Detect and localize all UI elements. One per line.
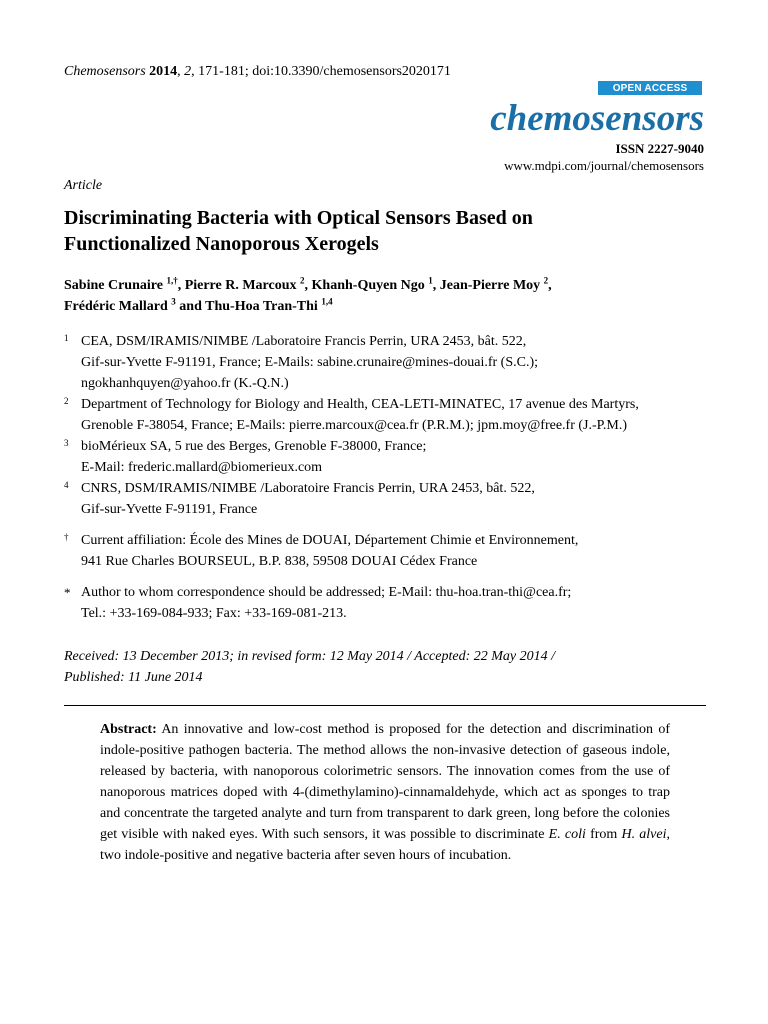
citation-year: 2014: [149, 64, 178, 79]
paper-title: [64, 205, 704, 257]
journal-citation: Chemosensors 2014, 2, 171-181; doi:10.3390/chemosensors2020171: [64, 64, 451, 79]
affiliation-item: [64, 331, 714, 394]
paper-title-line: Discriminating Bacteria with Optical Sensors Based on: [64, 207, 533, 229]
species-name: E. coli: [548, 827, 586, 842]
open-access-badge: OPEN ACCESS: [598, 81, 702, 95]
affiliation-line: E-Mail: frederic.mallard@biomerieux.com: [81, 460, 323, 475]
affiliation-number: 2: [64, 396, 69, 406]
abstract-label: Abstract:: [100, 722, 157, 737]
citation-pages-doi: , 171-181; doi:10.3390/chemosensors2020171: [191, 64, 451, 79]
affiliations: [64, 331, 714, 624]
affiliation-number: 4: [64, 480, 69, 490]
affiliation-line: Department of Technology for Biology and Health, CEA-LETI-MINATEC, 17 avenue des Martyrs,: [81, 397, 639, 412]
author-affil-mark: 1: [428, 275, 433, 286]
author-name: Jean-Pierre Moy: [439, 278, 541, 293]
affiliation-item: [64, 436, 714, 478]
author-separator: ,: [304, 278, 312, 293]
species-name: H. alvei: [621, 827, 667, 842]
citation-journal: Chemosensors: [64, 64, 146, 79]
abstract-text: , two indole-positive and negative bacteria after seven hours of incubation.: [100, 827, 670, 863]
author-list: [64, 275, 704, 317]
author-affil-mark: 3: [171, 296, 176, 307]
abstract-text: An innovative and low-cost method is proposed for the detection and discrimination of indole-positive pathogen bacteria. The method allows the non-invasive detection of gaseous indole, released by bacteria, with nanoporous colorimetric sensors. The innovation comes from the use of nanoporous matrices doped with 4-(dimethylamino)-cinnamaldehyde, which act as sponges to trap and concentrate the targeted analyte and turn from transparent to dark green, long before the colonies get visible with naked eyes. With such sensors, it was possible to discriminate: [100, 722, 670, 842]
author-affil-mark: 1,†: [166, 275, 178, 286]
author-separator: ,: [548, 278, 552, 293]
author-affil-mark: 2: [300, 275, 305, 286]
affiliation-line: bioMérieux SA, 5 rue des Berges, Grenoble F-38000, France;: [81, 439, 427, 454]
issn: ISSN 2227-9040: [615, 141, 704, 156]
author-separator: ,: [432, 278, 440, 293]
author-name: Khanh-Quyen Ngo: [311, 278, 425, 293]
dagger-mark: †: [64, 532, 69, 542]
journal-website[interactable]: www.mdpi.com/journal/chemosensors: [504, 158, 704, 173]
abstract: [100, 719, 670, 866]
affiliation-number: 3: [64, 438, 69, 448]
citation-volume: 2: [184, 64, 192, 79]
affiliation-item: [64, 394, 714, 436]
asterisk-mark: *: [64, 585, 71, 600]
footnote-line: 941 Rue Charles BOURSEUL, B.P. 838, 59508 DOUAI Cédex France: [81, 554, 478, 569]
horizontal-rule: [64, 705, 706, 706]
dates-line: Published: 11 June 2014: [64, 670, 203, 685]
affiliation-line: CNRS, DSM/IRAMIS/NIMBE /Laboratoire Francis Perrin, URA 2453, bât. 522,: [81, 481, 535, 496]
journal-logo: chemosensors: [490, 98, 704, 139]
footnote-line: Author to whom correspondence should be addressed; E-Mail: thu-hoa.tran-thi@cea.fr;: [81, 585, 572, 600]
footnote-line: Current affiliation: École des Mines de DOUAI, Département Chimie et Environnement,: [81, 533, 579, 548]
affiliation-line: Grenoble F-38054, France; E-Mails: pierre.marcoux@cea.fr (P.R.M.); jpm.moy@free.fr (J.-P.M.): [81, 418, 627, 433]
abstract-text: from: [585, 827, 622, 842]
author-separator: and: [175, 299, 206, 314]
paper-title-line: Functionalized Nanoporous Xerogels: [64, 233, 379, 255]
article-type: Article: [64, 178, 103, 193]
footnote-line: Tel.: +33-169-084-933; Fax: +33-169-081-213.: [81, 606, 347, 621]
publication-dates: [64, 646, 704, 688]
footnote-current-affiliation: [64, 530, 714, 572]
affiliation-number: 1: [64, 333, 69, 343]
author-name: Frédéric Mallard: [64, 299, 168, 314]
author-name: Pierre R. Marcoux: [184, 278, 297, 293]
affiliation-line: ngokhanhquyen@yahoo.fr (K.-Q.N.): [81, 376, 289, 391]
author-name: Thu-Hoa Tran-Thi: [205, 299, 318, 314]
affiliation-line: CEA, DSM/IRAMIS/NIMBE /Laboratoire Francis Perrin, URA 2453, bât. 522,: [81, 334, 527, 349]
author-affil-mark: 1,4: [321, 296, 333, 307]
affiliation-line: Gif-sur-Yvette F-91191, France: [81, 502, 258, 517]
affiliation-item: [64, 478, 714, 520]
footnote-correspondence: [64, 582, 714, 624]
author-separator: ,: [177, 278, 185, 293]
affiliation-line: Gif-sur-Yvette F-91191, France; E-Mails: sabine.crunaire@mines-douai.fr (S.C.);: [81, 355, 539, 370]
author-name: Sabine Crunaire: [64, 278, 163, 293]
dates-line: Received: 13 December 2013; in revised form: 12 May 2014 / Accepted: 22 May 2014 /: [64, 649, 556, 664]
author-affil-mark: 2: [543, 275, 549, 286]
